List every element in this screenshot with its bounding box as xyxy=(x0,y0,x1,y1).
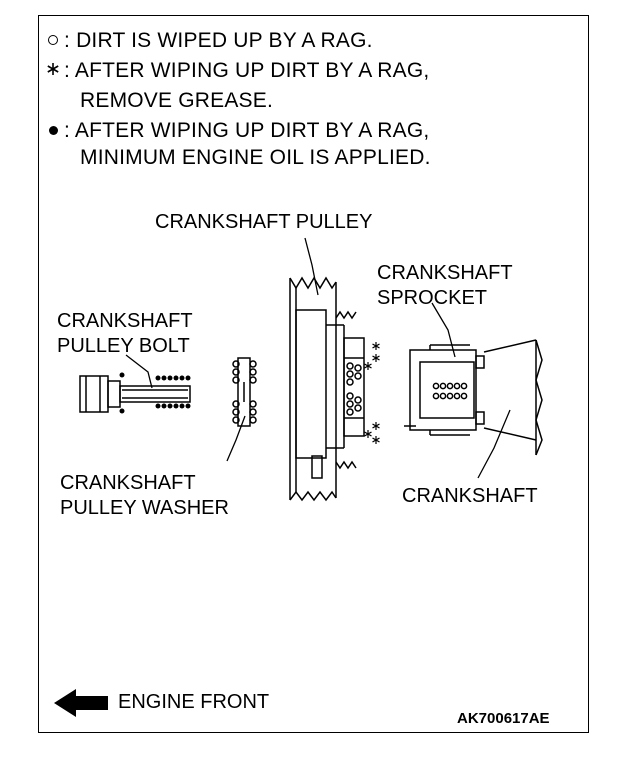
engine-front-label: ENGINE FRONT xyxy=(118,691,270,713)
legend-item-2-line-1: : AFTER WIPING UP DIRT BY A RAG, xyxy=(64,59,430,82)
crankshaft-sprocket xyxy=(404,345,484,435)
pulley-washer xyxy=(233,358,256,426)
label-pulley-washer-line-2: PULLEY WASHER xyxy=(60,497,229,519)
crankshaft-pulley xyxy=(290,278,364,500)
legend-item-1: : DIRT IS WIPED UP BY A RAG. xyxy=(64,29,373,52)
label-crankshaft-sprocket-line-1: CRANKSHAFT xyxy=(377,262,513,284)
label-crankshaft-pulley: CRANKSHAFT PULLEY xyxy=(155,211,373,233)
label-crankshaft: CRANKSHAFT xyxy=(402,485,538,507)
pulley-bolt xyxy=(80,373,191,414)
leader-lines xyxy=(126,238,510,478)
figure-code: AK700617AE xyxy=(457,710,550,727)
label-crankshaft-sprocket-line-2: SPROCKET xyxy=(377,287,488,309)
label-pulley-washer-line-1: CRANKSHAFT xyxy=(60,472,196,494)
legend-item-3-line-2: MINIMUM ENGINE OIL IS APPLIED. xyxy=(80,146,431,169)
crankshaft xyxy=(484,340,542,455)
legend-item-3-line-1: : AFTER WIPING UP DIRT BY A RAG, xyxy=(64,119,430,142)
label-pulley-bolt-line-2: PULLEY BOLT xyxy=(57,335,190,357)
asterisk-marks xyxy=(365,342,380,444)
legend-item-2-line-2: REMOVE GREASE. xyxy=(80,89,274,112)
label-pulley-bolt-line-1: CRANKSHAFT xyxy=(57,310,193,332)
